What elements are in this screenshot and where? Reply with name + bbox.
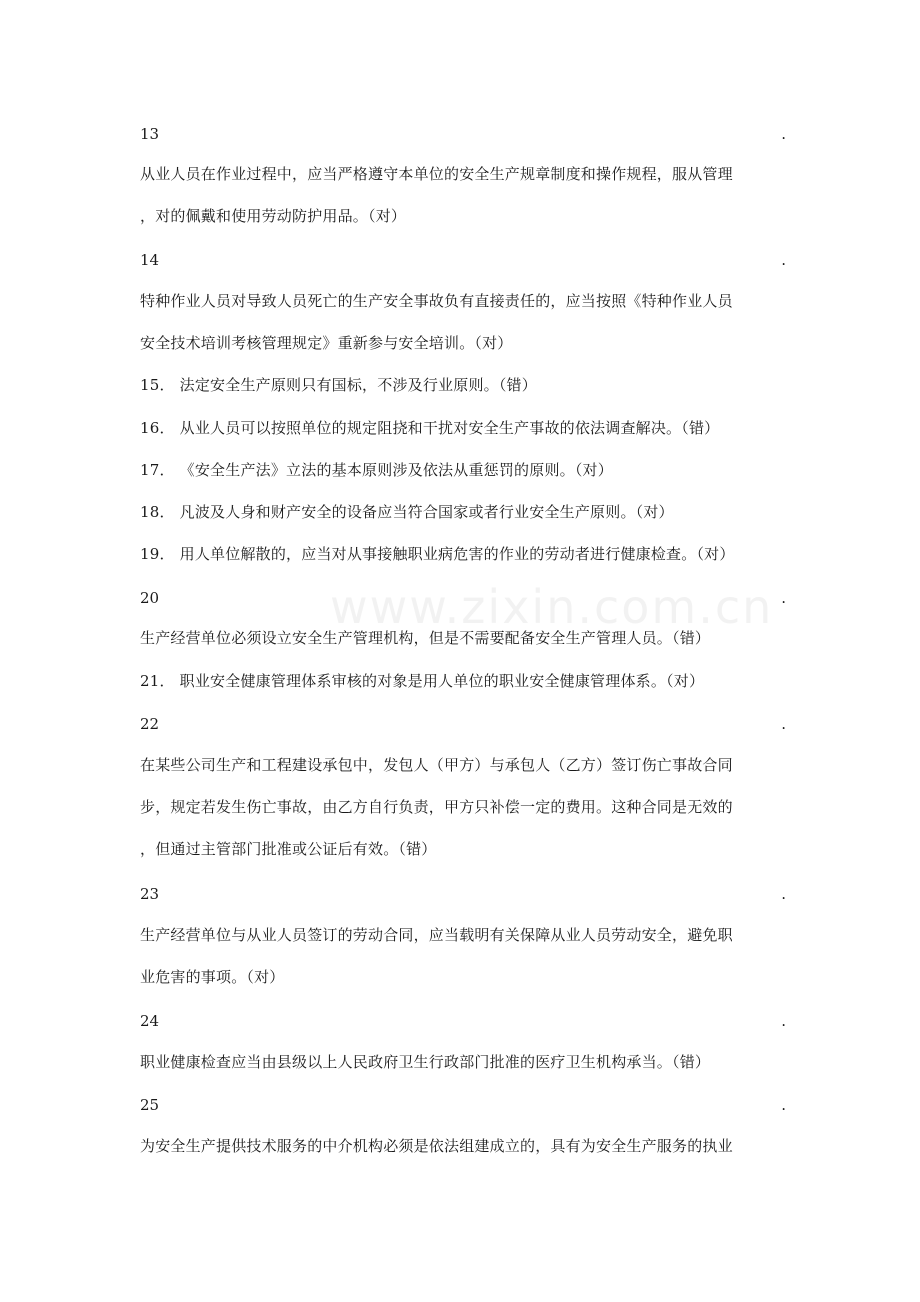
list-item: 19． 用人单位解散的，应当对从事接触职业病危害的作业的劳动者进行健康检查。（对） bbox=[140, 545, 735, 563]
item-dot: . bbox=[781, 1012, 786, 1030]
paragraph-line: ，但通过主管部门批准或公证后有效。（错） bbox=[140, 840, 437, 858]
paragraph-line: 生产经营单位与从业人员签订的劳动合同，应当载明有关保障从业人员劳动安全，避免职 bbox=[140, 926, 733, 944]
list-item: 21． 职业安全健康管理体系审核的对象是用人单位的职业安全健康管理体系。（对） bbox=[140, 672, 705, 690]
item-dot: . bbox=[781, 125, 786, 143]
item-number-row bbox=[140, 884, 786, 904]
item-number-row bbox=[140, 588, 786, 608]
list-item: 16． 从业人员可以按照单位的规定阻挠和干扰对安全生产事故的依法调查解决。（错） bbox=[140, 419, 720, 437]
list-item: 18． 凡波及人身和财产安全的设备应当符合国家或者行业安全生产原则。（对） bbox=[140, 503, 674, 521]
item-number: 20 bbox=[140, 589, 160, 607]
item-number-row bbox=[140, 714, 786, 734]
item-number-row bbox=[140, 1011, 786, 1031]
item-number: 25 bbox=[140, 1096, 160, 1114]
item-number-row bbox=[140, 250, 786, 270]
item-dot: . bbox=[781, 589, 786, 607]
paragraph-line: 职业健康检查应当由县级以上人民政府卫生行政部门批准的医疗卫生机构承当。（错） bbox=[140, 1053, 711, 1071]
paragraph-line: 安全技术培训考核管理规定》重新参与安全培训。（对） bbox=[140, 334, 513, 352]
item-number: 14 bbox=[140, 251, 160, 269]
list-item: 17． 《安全生产法》立法的基本原则涉及依法从重惩罚的原则。（对） bbox=[140, 461, 613, 479]
paragraph-line: 为安全生产提供技术服务的中介机构必须是依法组建成立的，具有为安全生产服务的执业 bbox=[140, 1137, 733, 1155]
list-item: 15． 法定安全生产原则只有国标，不涉及行业原则。（错） bbox=[140, 376, 537, 394]
item-number: 24 bbox=[140, 1012, 160, 1030]
item-number: 23 bbox=[140, 885, 160, 903]
paragraph-line: ，对的佩戴和使用劳动防护用品。（对） bbox=[140, 207, 407, 225]
item-number: 13 bbox=[140, 125, 160, 143]
paragraph-line: 从业人员在作业过程中，应当严格遵守本单位的安全生产规章制度和操作规程，服从管理 bbox=[140, 165, 733, 183]
watermark: www.zixin.com.cn bbox=[330, 580, 774, 634]
paragraph-line: 特种作业人员对导致人员死亡的生产安全事故负有直接责任的，应当按照《特种作业人员 bbox=[140, 292, 733, 310]
paragraph-line: 在某些公司生产和工程建设承包中，发包人（甲方）与承包人（乙方）签订伤亡事故合同 bbox=[140, 756, 733, 774]
item-number-row bbox=[140, 124, 786, 144]
item-dot: . bbox=[781, 715, 786, 733]
paragraph-line: 步，规定若发生伤亡事故，由乙方自行负责，甲方只补偿一定的费用。这种合同是无效的 bbox=[140, 798, 733, 816]
item-dot: . bbox=[781, 1096, 786, 1114]
item-number-row bbox=[140, 1095, 786, 1115]
item-dot: . bbox=[781, 251, 786, 269]
paragraph-line: 生产经营单位必须设立安全生产管理机构，但是不需要配备安全生产管理人员。（错） bbox=[140, 629, 711, 647]
item-number: 22 bbox=[140, 715, 160, 733]
paragraph-line: 业危害的事项。（对） bbox=[140, 968, 285, 986]
item-dot: . bbox=[781, 885, 786, 903]
